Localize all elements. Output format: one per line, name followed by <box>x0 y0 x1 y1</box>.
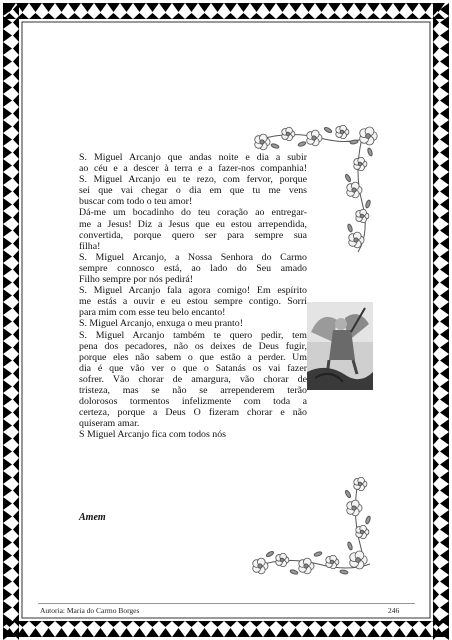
prayer-line: sempre connosco está, ao lado do Seu amado <box>79 262 307 274</box>
prayer-line: me estás a ouvir e eu estou sempre contigo. Sorri <box>79 296 307 308</box>
prayer-line: filha! <box>79 240 101 252</box>
prayer-line: sofrer. Vão chorar de amargura, vão chorar de <box>79 373 307 385</box>
prayer-line: buscar com todo o teu amor! <box>79 196 193 208</box>
page-number: 246 <box>388 606 400 615</box>
prayer-line: S. Miguel Arcanjo eu te rezo, com fervor, porque <box>79 174 307 186</box>
saint-michael-image <box>307 302 373 390</box>
prayer-line: S. Miguel Arcanjo que andas noite e dia a subir <box>79 152 307 163</box>
prayer-line: porque eles não sabem o que estão a perder. Um <box>79 351 307 363</box>
closing-word: Amem <box>79 512 106 523</box>
prayer-line: Dá-me um bocadinho do teu coração ao entregar- <box>79 207 307 219</box>
footer-author: Autoria: Maria do Carmo Borges <box>40 606 140 615</box>
prayer-line: dolorosos tormentos infelizmente com toda a <box>79 396 307 408</box>
prayer-line: ao céu e a descer à terra e a fazer-nos companhia! <box>79 163 307 175</box>
prayer-line: quiseram amar. <box>79 418 140 430</box>
prayer-line: S. Miguel Arcanjo fala agora comigo! Em espírito <box>79 285 307 297</box>
prayer-line: sei que vai chegar o dia em que tu me vens <box>79 185 307 197</box>
prayer-line: tristeza, mas se não se arrependerem terão <box>79 384 307 396</box>
prayer-line: S. Miguel Arcanjo, a Nossa Senhora do Carmo <box>79 251 307 263</box>
footer-divider <box>38 603 415 604</box>
prayer-line: S. Miguel Arcanjo, enxuga o meu pranto! <box>79 318 243 330</box>
floral-ornament-bottom-right <box>248 474 388 586</box>
prayer-line: certeza, porque a Deus O fizeram chorar e não <box>79 407 307 419</box>
prayer-text <box>79 152 307 440</box>
prayer-line: pena dos pecadores, não os deixes de Deus fugir, <box>79 340 307 352</box>
prayer-line: para mim com esse teu belo encanto! <box>79 307 226 319</box>
prayer-line: dia é que vão ver o que o Satanás os vai fazer <box>79 362 307 374</box>
prayer-line: Filho sempre por nós pedirá! <box>79 274 194 286</box>
prayer-line: S Miguel Arcanjo fica com todos nós <box>79 429 227 441</box>
prayer-line: convertida, porque quero ser para sempre sua <box>79 229 307 241</box>
prayer-line: me a Jesus! Diz a Jesus que eu estou arrependida, <box>79 218 307 230</box>
prayer-line: S. Miguel Arcanjo também te quero pedir, tem <box>79 329 307 341</box>
